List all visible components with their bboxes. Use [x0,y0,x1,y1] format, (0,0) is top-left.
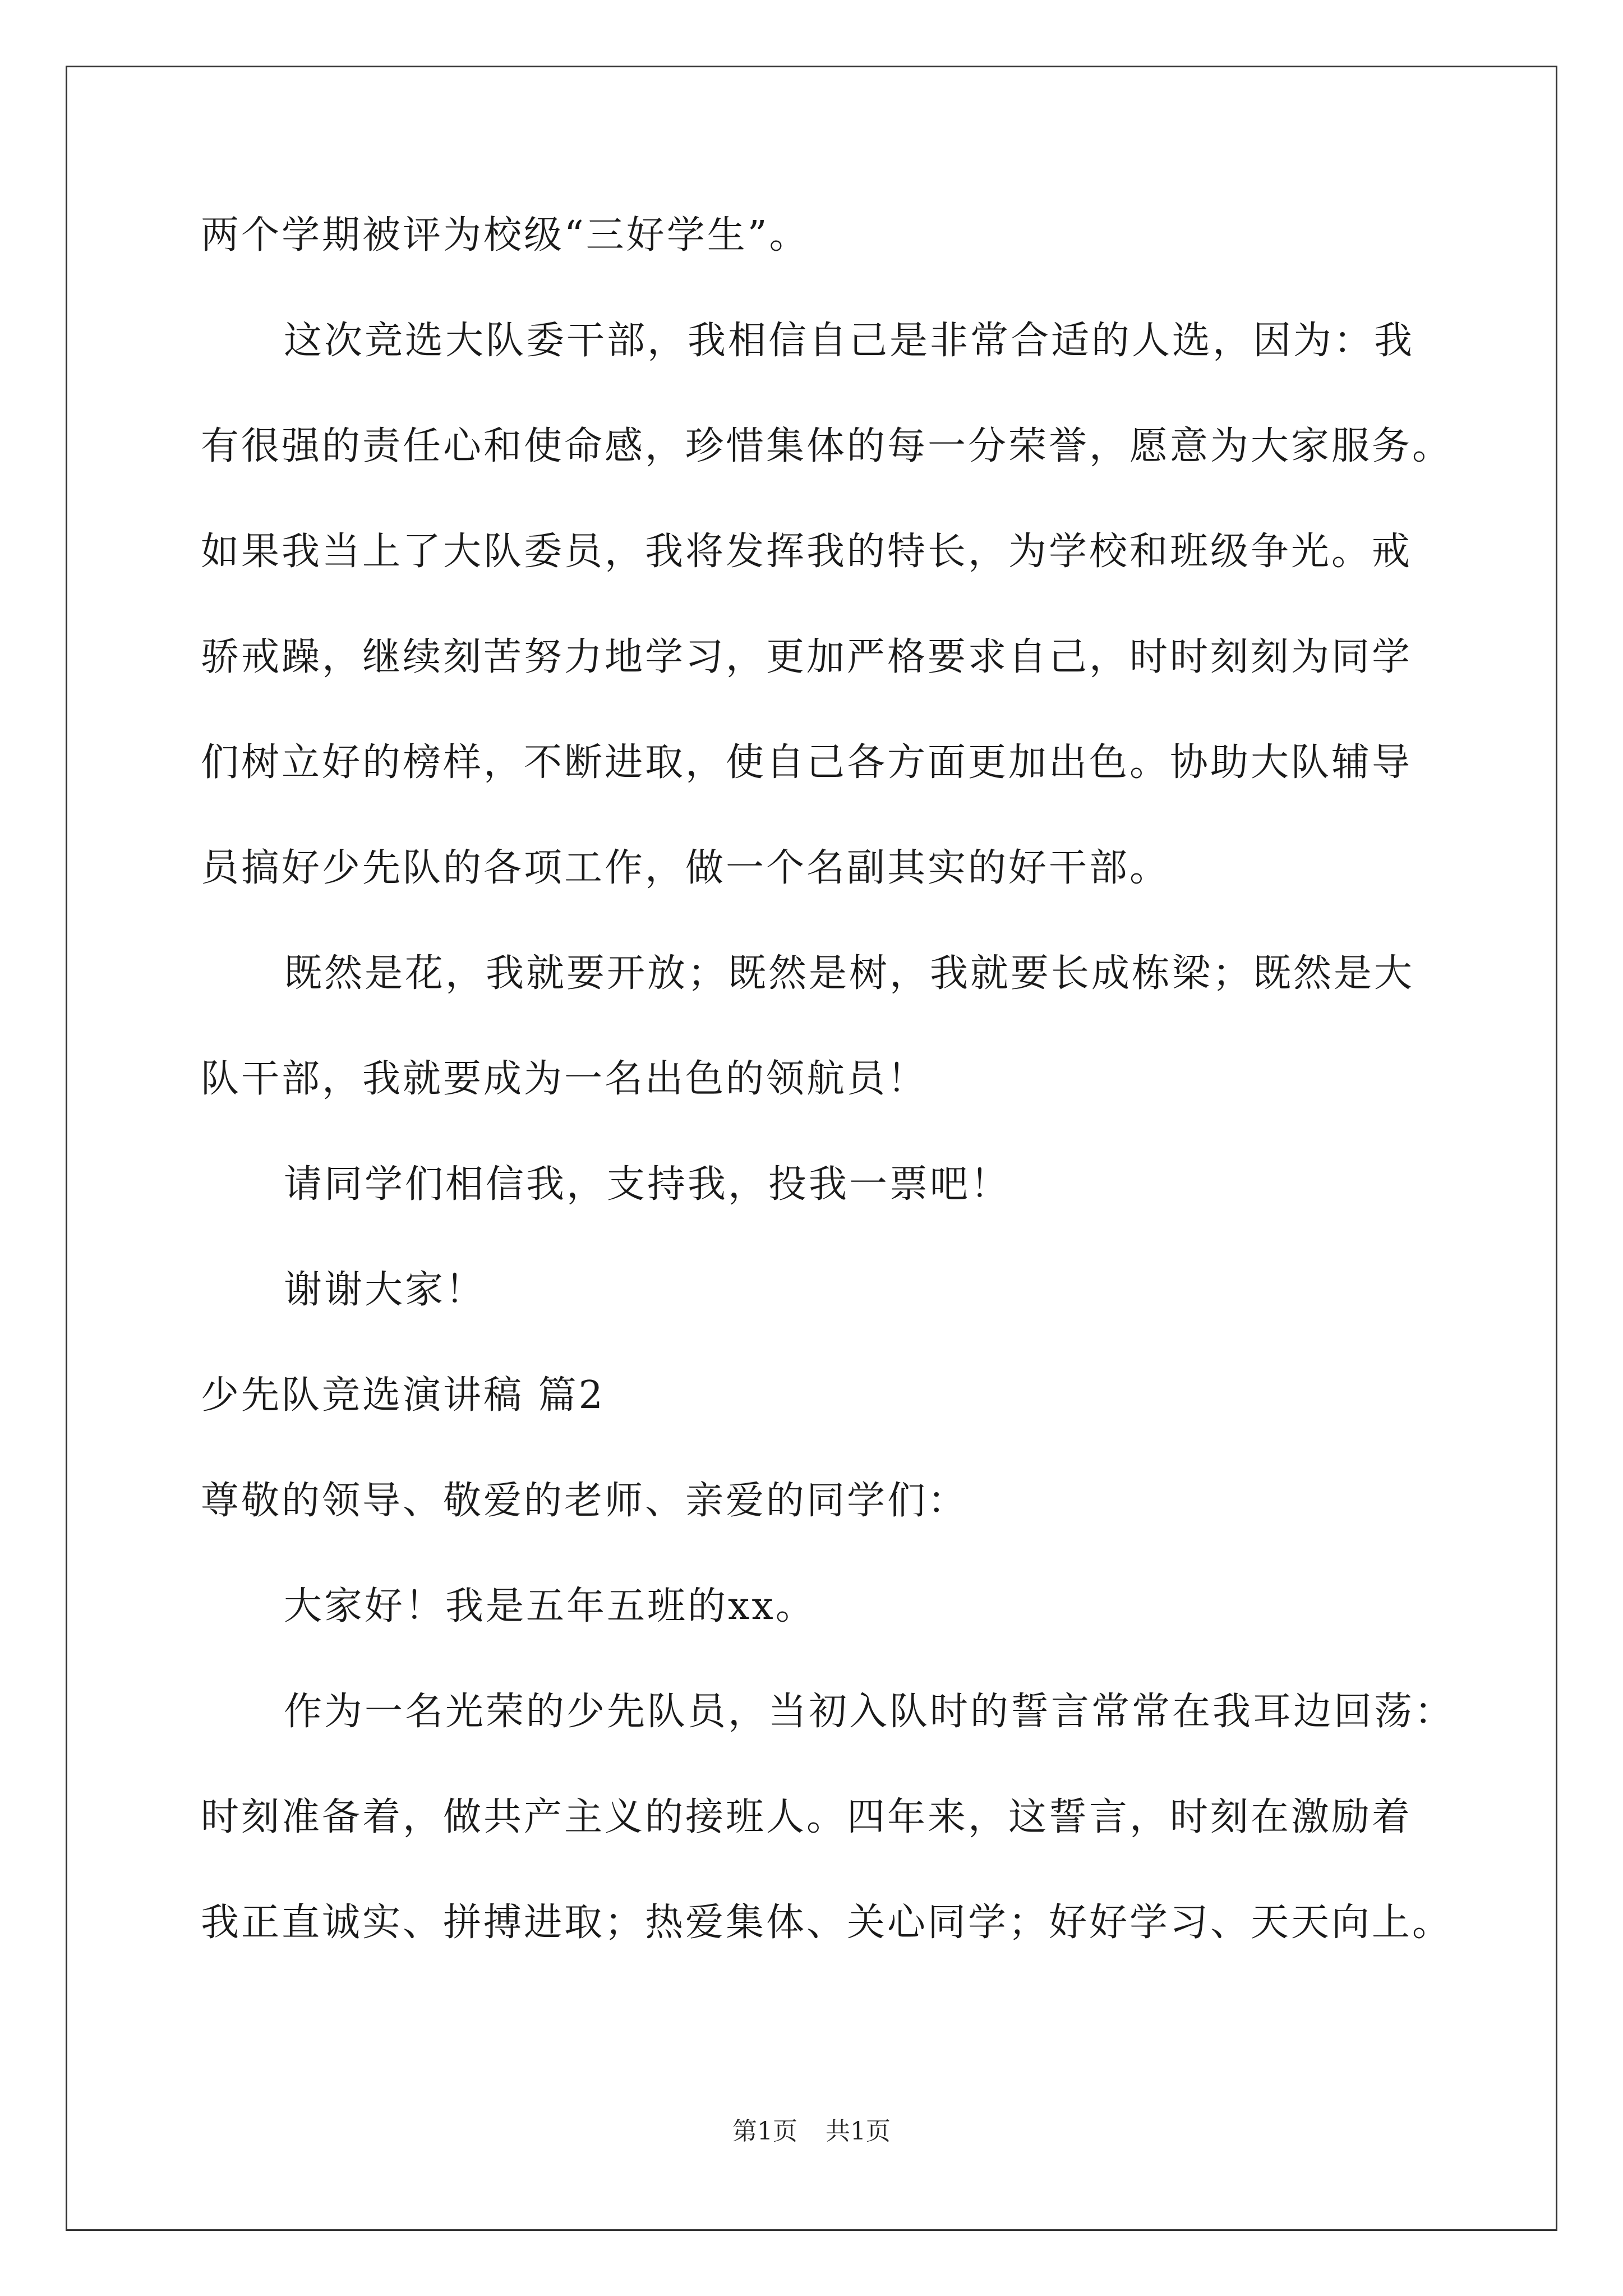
page-number: 第1页 [732,2117,797,2146]
text-line: 骄戒躁，继续刻苦努力地学习，更加严格要求自己，时时刻刻为同学 [201,635,1413,679]
text-line: 如果我当上了大队委员，我将发挥我的特长，为学校和班级争光。戒 [201,530,1413,574]
text-line: 有很强的责任心和使命感，珍惜集体的每一分荣誉，愿意为大家服务。 [201,424,1453,468]
text-line: 两个学期被评为校级“三好学生”。 [201,213,810,257]
text-line: 们树立好的榜样，不断进取，使自己各方面更加出色。协助大队辅导 [201,740,1413,785]
text-line: 既然是花，我就要开放；既然是树，我就要长成栋梁；既然是大 [284,951,1415,996]
text-line: 我正直诚实、拼搏进取；热爱集体、关心同学；好好学习、天天向上。 [201,1901,1453,1945]
section-heading: 少先队竞选演讲稿 篇2 [201,1373,605,1418]
text-line: 队干部，我就要成为一名出色的领航员！ [201,1057,928,1101]
text-line: 员搞好少先队的各项工作，做一个名副其实的好干部。 [201,846,1170,890]
page-footer [0,2116,1623,2147]
page-total: 共1页 [826,2117,891,2146]
text-line: 谢谢大家！ [284,1268,486,1312]
text-line: 请同学们相信我，支持我，投我一票吧！ [284,1162,1011,1207]
text-line: 时刻准备着，做共产主义的接班人。四年来，这誓言，时刻在激励着 [201,1795,1413,1839]
text-line: 作为一名光荣的少先队员，当初入队时的誓言常常在我耳边回荡： [284,1690,1455,1734]
salutation: 尊敬的领导、敬爱的老师、亲爱的同学们： [201,1479,969,1523]
text-line: 这次竞选大队委干部，我相信自己是非常合适的人选，因为：我 [284,319,1415,363]
text-line: 大家好！我是五年五班的xx。 [284,1584,816,1628]
